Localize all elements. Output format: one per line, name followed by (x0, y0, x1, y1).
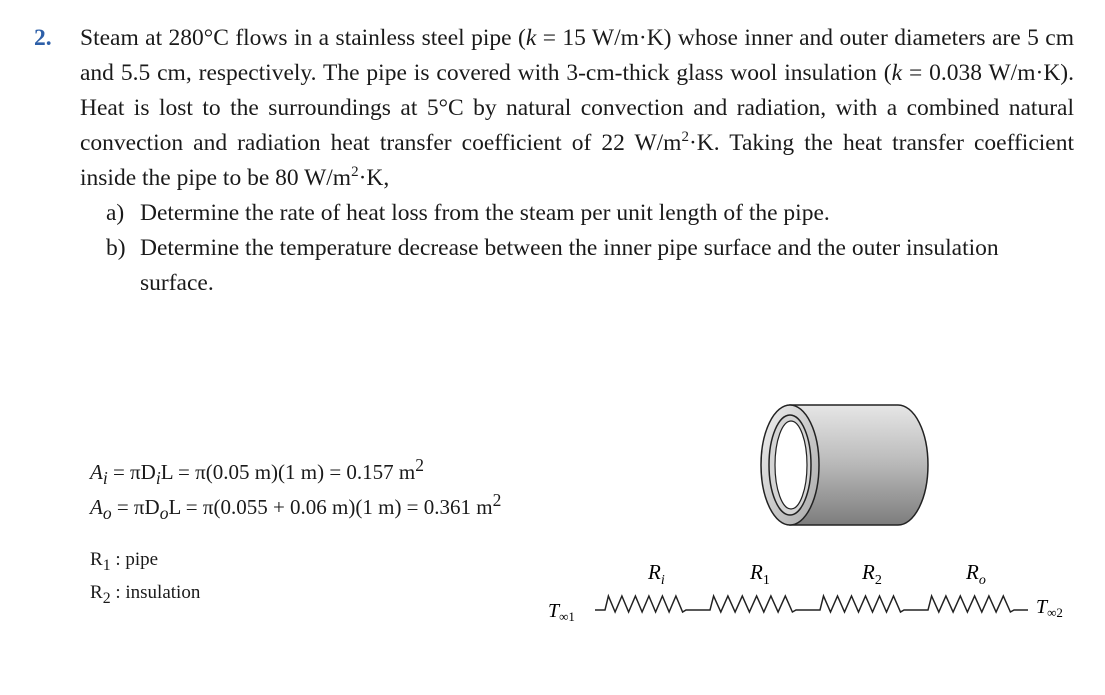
resistor-label-3: $R_2$ (862, 560, 882, 588)
t-inf1-label: $T_{\infty 1}$ (548, 600, 575, 624)
resistor-3 (810, 596, 918, 612)
resistor-2 (700, 596, 810, 612)
note-r2: $R_2$ : insulation (90, 582, 201, 607)
pipe-illustration (761, 405, 928, 525)
resistor-label-1: $R_i$ (648, 560, 665, 588)
problem-text: Steam at 280°C flows in a stainless steel pipe (k = 15 W/m·K) whose inner and outer diameters are 5 cm and 5.5 cm, respectively. The pipe is covered with 3-cm-thick glass wool insulation (k = 0.038 W/m·K). Heat is lost to the surroundings at 5°C by natural convection and radiation, with a combined natural convection and radiation heat transfer coefficient of 22 $W/m^2\cdot K$. Taking the heat transfer coefficient inside the pipe to be 80 $W/m^2\cdot K$, (80, 25, 1075, 191)
note-r1: $R_1$ : pipe (90, 549, 159, 574)
resistor-label-2: $R_1$ (750, 560, 770, 588)
equation-outer-area: $A_o = \pi D_oL = \pi(0.055 + 0.06$ m)(1 m) = 0.361 $m^2$ (90, 490, 502, 524)
resistor-4 (918, 596, 1028, 612)
equation-inner-area: $A_i = \pi D_iL = \pi(0.05$ m)(1 m) = 0.157 $m^2$ (90, 455, 425, 489)
resistor-label-4: $R_o$ (966, 560, 986, 588)
t-inf2-label: $T_{\infty 2}$ (1036, 596, 1063, 620)
problem-number: 2. (34, 25, 52, 51)
part-a: a) Determine the rate of heat loss from the steam per unit length of the pipe. (106, 200, 830, 226)
part-b: b) Determine the temperature decrease between the inner pipe surface and the outer insulation surface. (106, 235, 999, 296)
resistor-1 (595, 596, 700, 612)
resistance-network (548, 560, 1063, 624)
